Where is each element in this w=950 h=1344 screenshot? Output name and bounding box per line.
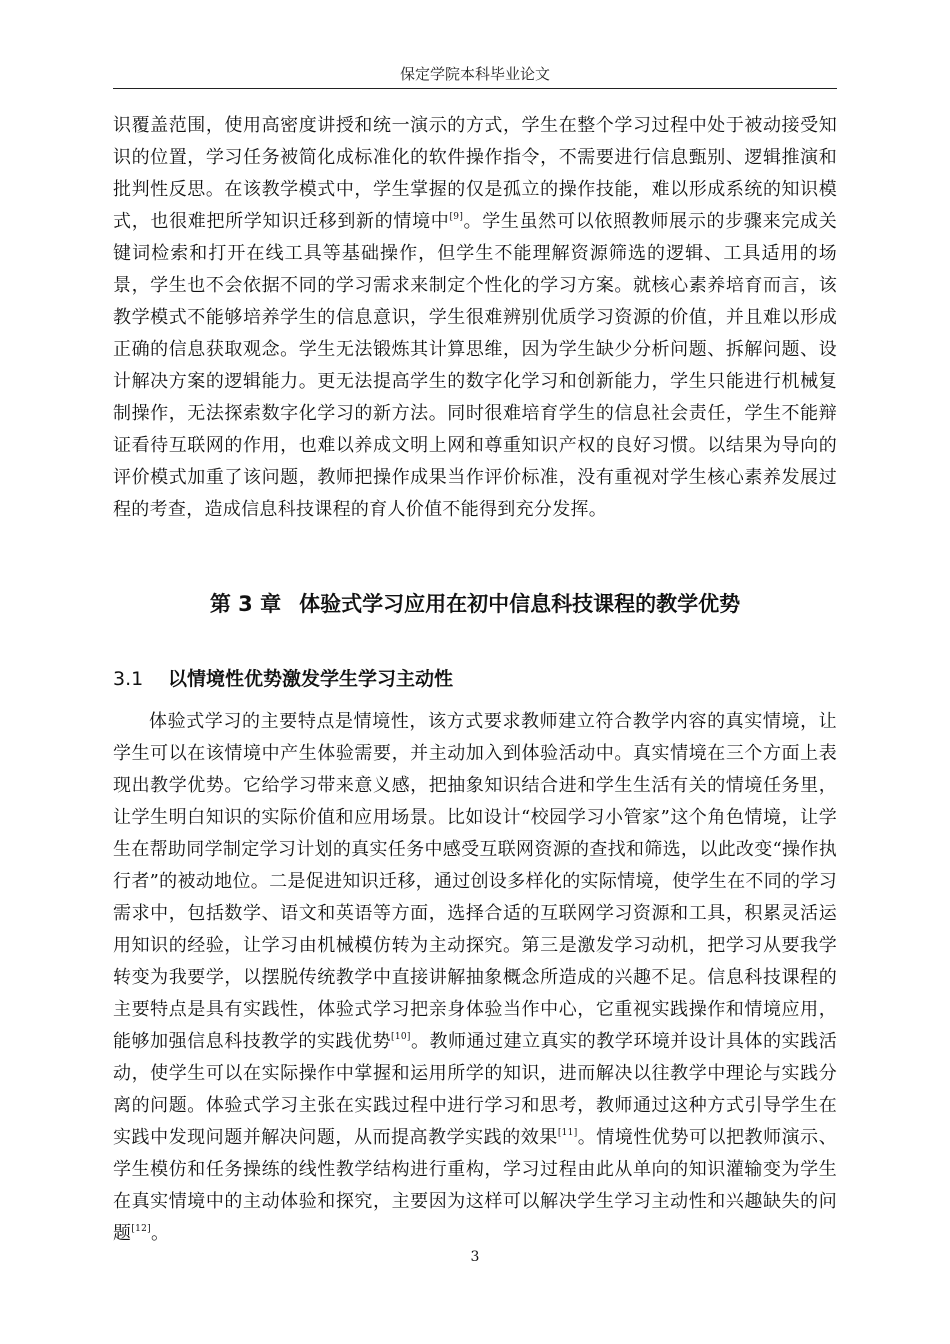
body-paragraph-1 xyxy=(113,110,837,526)
page-number: 3 xyxy=(470,1249,480,1265)
paragraph-text: 体验式学习的主要特点是情境性，该方式要求教师建立符合教学内容的真实情境，让学生可以在该情境中产生体验需要，并主动加入到体验活动中。真实情境在三个方面上表现出教学优势。它给学习带来意义感，把抽象知识结合进和学生生活有关的情境任务里，让学生明白知识的实际价值和应用场景。比如设计“校园学习小管家”这个角色情境，让学生在帮助同学制定学习计划的真实任务中感受互联网资源的查找和筛选，以此改变“操作执行者”的被动地位。二是促进知识迁移，通过创设多样化的实际情境，使学生在不同的学习需求中，包括数学、语文和英语等方面，选择合适的互联网学习资源和工具，积累灵活运用知识的经验，让学习由机械模仿转为主动探究。第三是激发学习动机，把学习从要我学转变为我要学，以摆脱传统教学中直接讲解抽象概念所造成的兴趣不足。信息科技课程的主要特点是具有实践性，体验式学习把亲身体验当作中心，它重视实践操作和情境应用，能够加强信息科技教学的实践优势 xyxy=(113,711,837,1052)
chapter-title: 体验式学习应用在初中信息科技课程的教学优势 xyxy=(299,592,741,616)
citation-ref-11: [11] xyxy=(557,1128,578,1138)
paragraph-text: 识覆盖范围，使用高密度讲授和统一演示的方式，学生在整个学习过程中处于被动接受知识的位置，学习任务被简化成标准化的软件操作指令，不需要进行信息甄别、逻辑推演和批判性反思。在该教学模式中，学生掌握的仅是孤立的操作技能，难以形成系统的知识模式，也很难把所学知识迁移到新的情境中 xyxy=(113,115,837,232)
citation-ref-12: [12] xyxy=(131,1224,151,1234)
section-title: 以情境性优势激发学生学习主动性 xyxy=(168,668,454,690)
paragraph-text: 。教师通过建立真实的教学环境并设计具体的实践活动，使学生可以在实际操作中掌握和运用所学的知识，进而解决以往教学中理论与实践分离的问题。体验式学习主张在实践过程中进行学习和思考，教师通过这种方式引导学生在实践中发现问题并解决问题，从而提高教学实践的效果 xyxy=(113,1031,837,1148)
chapter-heading xyxy=(113,590,837,618)
section-number: 3.1 xyxy=(113,668,144,690)
running-header: 保定学院本科毕业论文 xyxy=(399,65,550,83)
body-paragraph-2 xyxy=(113,706,837,1250)
citation-ref-10: [10] xyxy=(391,1032,411,1042)
paragraph-text: 。 xyxy=(151,1223,170,1244)
chapter-number: 第 3 章 xyxy=(209,592,282,616)
paragraph-text: 。学生虽然可以依照教师展示的步骤来完成关键词检索和打开在线工具等基础操作，但学生不能理解资源筛选的逻辑、工具适用的场景，学生也不会依据不同的学习需求来制定个性化的学习方案。就核心素养培育而言，该教学模式不能够培养学生的信息意识，学生很难辨别优质学习资源的价值，并且难以形成正确的信息获取观念。学生无法锻炼其计算思维，因为学生缺少分析问题、拆解问题、设计解决方案的逻辑能力。更无法提高学生的数字化学习和创新能力，学生只能进行机械复制操作，无法探索数字化学习的新方法。同时很难培育学生的信息社会责任，学生不能辩证看待互联网的作用，也难以养成文明上网和尊重知识产权的良好习惯。以结果为导向的评价模式加重了该问题，教师把操作成果当作评价标准，没有重视对学生核心素养发展过程的考查，造成信息科技课程的育人价值不能得到充分发挥。 xyxy=(113,211,838,520)
section-heading xyxy=(113,666,837,692)
citation-ref-9: [9] xyxy=(449,212,464,222)
header-divider xyxy=(113,88,837,89)
paragraph-text: 。情境性优势可以把教师演示、学生模仿和任务操练的线性教学结构进行重构，学习过程由此从单向的知识灌输变为学生在真实情境中的主动体验和探究，主要因为这样可以解决学生学习主动性和兴趣缺失的问题 xyxy=(113,1127,837,1244)
